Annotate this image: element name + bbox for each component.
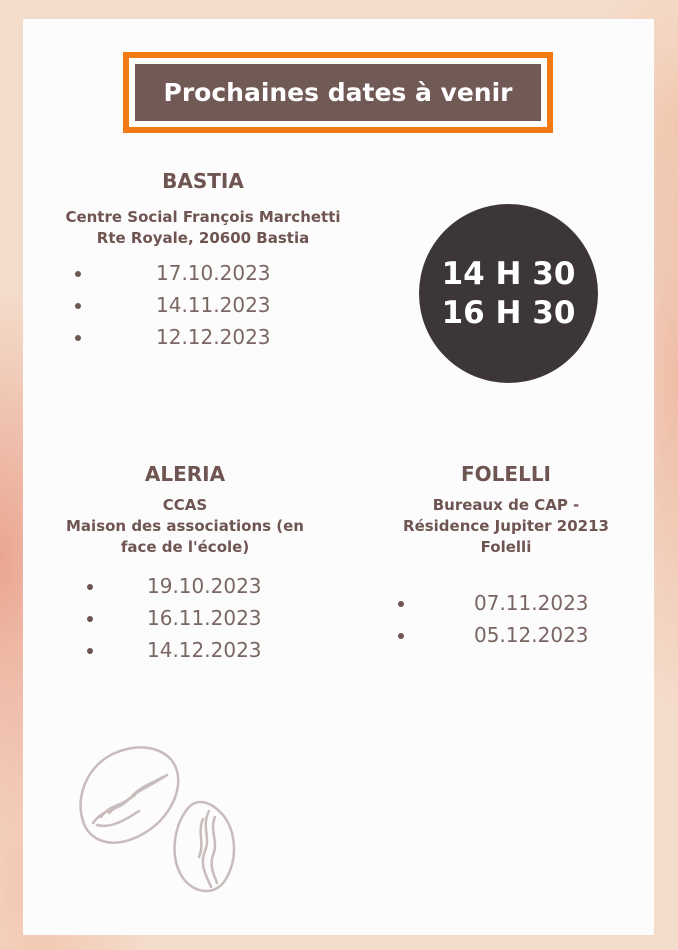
bullet-icon (87, 584, 93, 590)
bullet-icon (75, 335, 81, 341)
list-item (398, 589, 618, 621)
bullet-icon (75, 303, 81, 309)
title-banner-inner (135, 64, 541, 121)
list-item (398, 621, 618, 653)
city-name-folelli: FOLELLI (461, 462, 551, 486)
list-item (75, 291, 335, 323)
time-badge (419, 204, 598, 383)
list-item (87, 572, 347, 604)
date: 16.11.2023 (147, 606, 262, 630)
date: 19.10.2023 (147, 574, 262, 598)
address-line: Bureaux de CAP - (432, 496, 580, 514)
address-aleria (35, 495, 335, 558)
address-line: face de l'école) (120, 538, 250, 556)
date-list-bastia (75, 259, 335, 355)
list-item (87, 604, 347, 636)
coffee-beans-icon (71, 737, 241, 897)
address-line: CCAS (162, 496, 208, 514)
bullet-icon (398, 633, 404, 639)
date-list-aleria (87, 572, 347, 668)
page-title: Prochaines dates à venir (163, 78, 513, 107)
date: 07.11.2023 (474, 591, 589, 615)
date: 05.12.2023 (474, 623, 589, 647)
city-name-bastia: BASTIA (162, 169, 244, 193)
address-line: Maison des associations (en (66, 517, 304, 535)
date: 14.11.2023 (156, 293, 271, 317)
bullet-icon (398, 601, 404, 607)
date: 12.12.2023 (156, 325, 271, 349)
bullet-icon (87, 648, 93, 654)
address-line: Centre Social François Marchetti (65, 208, 341, 226)
list-item (75, 323, 335, 355)
list-item (75, 259, 335, 291)
address-line: Rte Royale, 20600 Bastia (96, 229, 310, 247)
date: 17.10.2023 (156, 261, 271, 285)
bullet-icon (87, 616, 93, 622)
bullet-icon (75, 271, 81, 277)
time-second: 16 H 30 (441, 294, 576, 331)
address-folelli (371, 495, 641, 558)
flyer-card (23, 19, 654, 935)
date: 14.12.2023 (147, 638, 262, 662)
city-name-aleria: ALERIA (144, 462, 226, 486)
address-line: Résidence Jupiter 20213 (403, 517, 609, 535)
date-list-folelli (398, 589, 618, 653)
address-line: Folelli (480, 538, 532, 556)
title-banner (123, 52, 553, 133)
address-bastia (43, 207, 363, 249)
time-first: 14 H 30 (441, 255, 576, 292)
list-item (87, 636, 347, 668)
